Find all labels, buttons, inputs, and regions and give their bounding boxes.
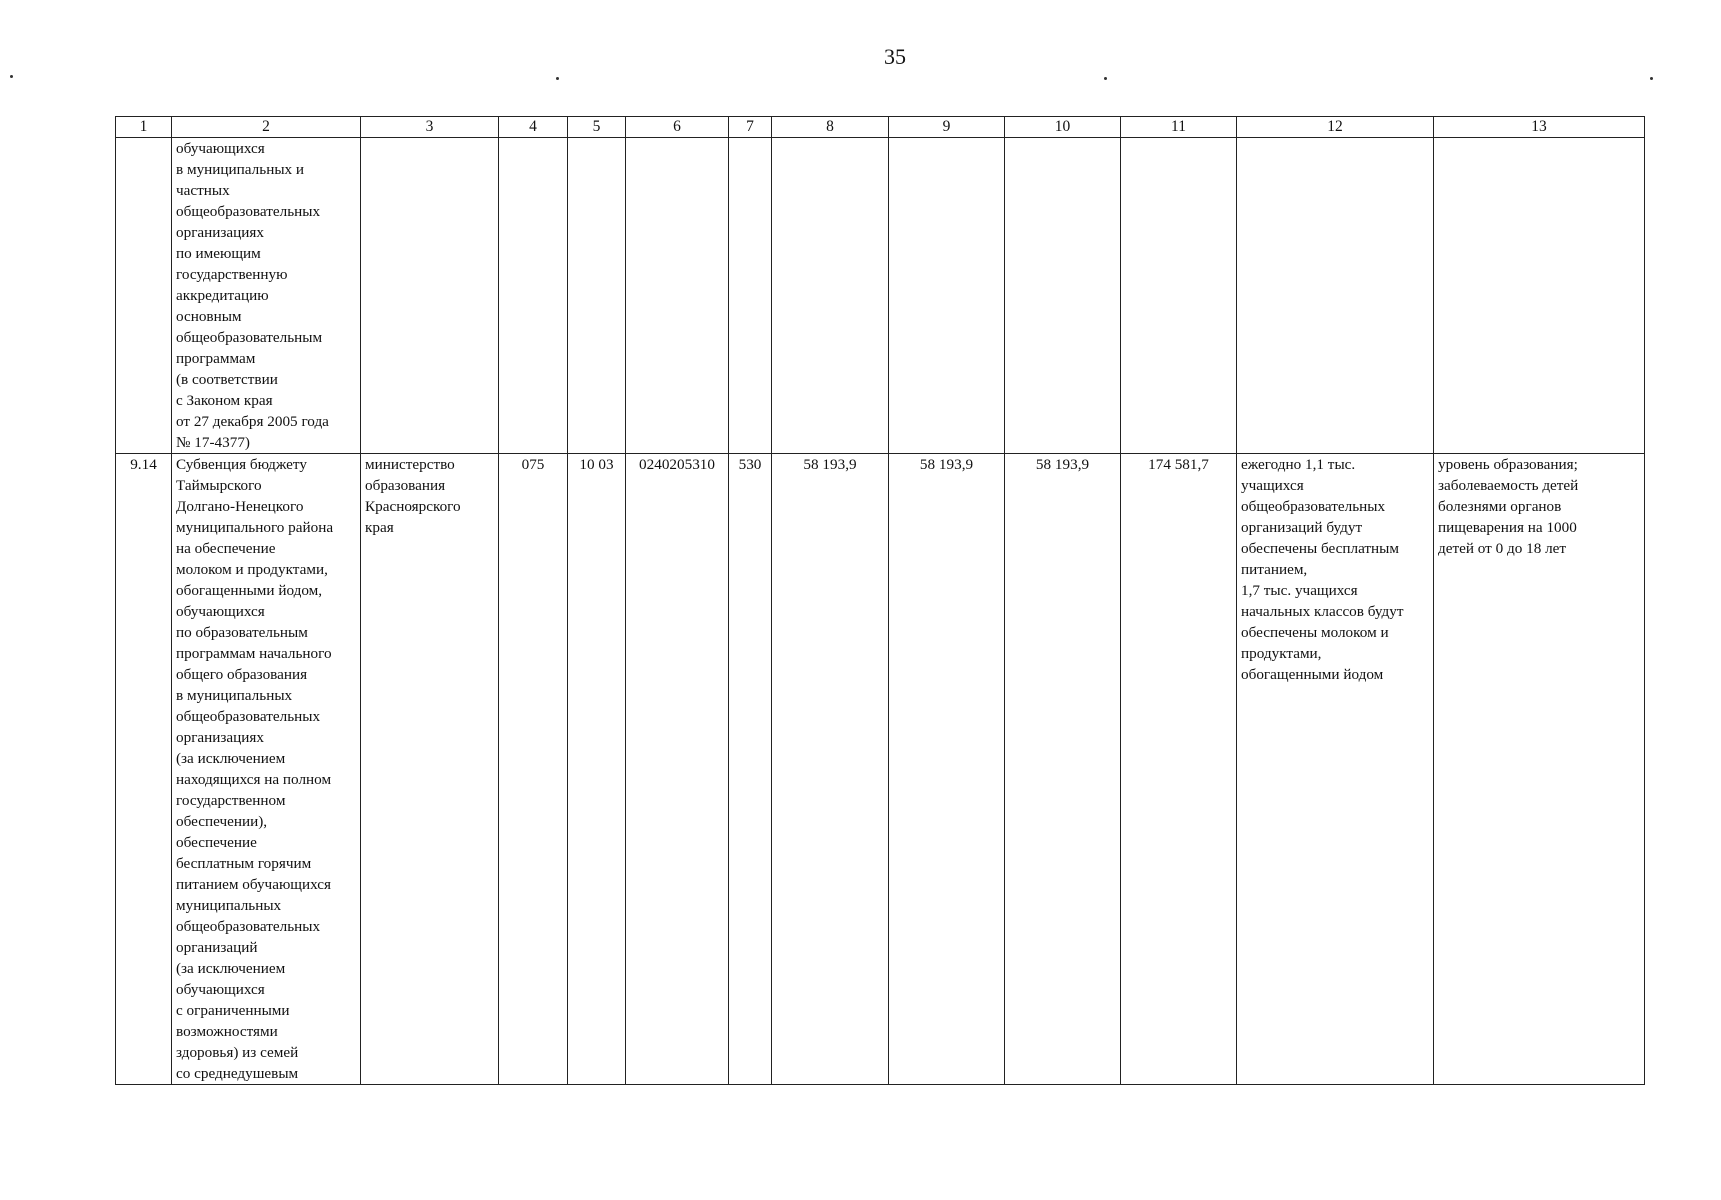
header-cell: 9 <box>889 117 1005 138</box>
text-line: с Законом края <box>176 392 273 409</box>
text-line: обеспечение <box>176 834 257 851</box>
text-line: общеобразовательным <box>176 329 323 346</box>
text-line: в муниципальных <box>176 687 293 704</box>
text-line: со среднедушевым <box>176 1065 299 1082</box>
text-line: возможностями <box>176 1023 278 1040</box>
cell-col5 <box>568 138 626 454</box>
cell-col13 <box>1434 138 1645 454</box>
text-line: общеобразовательных <box>1241 498 1386 515</box>
cell-amount-year1: 58 193,9 <box>772 454 889 1085</box>
cell-row-number: 9.14 <box>116 454 172 1085</box>
text-line: обогащенными йодом <box>1241 666 1384 683</box>
text-line: общеобразовательных <box>176 203 321 220</box>
cell-expected-result <box>1237 454 1434 1085</box>
text-line: общего образования <box>176 666 308 683</box>
text-line: обеспечены молоком и <box>1241 624 1389 641</box>
text-line: детей от 0 до 18 лет <box>1438 540 1567 557</box>
cell-amount-year3: 58 193,9 <box>1005 454 1121 1085</box>
text-line: организаций будут <box>1241 519 1363 536</box>
text-line: программам начального <box>176 645 332 662</box>
text-line: от 27 декабря 2005 года <box>176 413 329 430</box>
text-line: (за исключением <box>176 750 286 767</box>
text-line: государственную <box>176 266 288 283</box>
text-line: министерство <box>365 456 455 473</box>
text-line: уровень образования; <box>1438 456 1578 473</box>
text-line: края <box>365 519 394 536</box>
text-line: обеспечены бесплатным <box>1241 540 1400 557</box>
cell-col6 <box>626 138 729 454</box>
page-number: 35 <box>884 44 906 69</box>
scan-speck <box>556 77 559 80</box>
cell-num <box>116 138 172 454</box>
text-line: бесплатным горячим <box>176 855 312 872</box>
text-line: продуктами, <box>1241 645 1322 662</box>
header-cell: 11 <box>1121 117 1237 138</box>
text-line: начальных классов будут <box>1241 603 1404 620</box>
text-line: учащихся <box>1241 477 1304 494</box>
cell-description <box>172 454 361 1085</box>
cell-target-code: 0240205310 <box>626 454 729 1085</box>
text-line: муниципального района <box>176 519 334 536</box>
text-line: государственном <box>176 792 286 809</box>
cell-description-continued <box>172 138 361 454</box>
header-cell: 12 <box>1237 117 1434 138</box>
text-line: обогащенными йодом, <box>176 582 323 599</box>
text-line: общеобразовательных <box>176 708 321 725</box>
text-line: здоровья) из семей <box>176 1044 299 1061</box>
header-cell: 4 <box>499 117 568 138</box>
row-9-14 <box>116 454 1645 1085</box>
text-line: Субвенция бюджету <box>176 456 307 473</box>
header-cell: 6 <box>626 117 729 138</box>
cell-amount-year2: 58 193,9 <box>889 454 1005 1085</box>
text-line: Красноярского <box>365 498 461 515</box>
text-line: частных <box>176 182 230 199</box>
cell-administrator <box>361 454 499 1085</box>
text-line: питанием обучающихся <box>176 876 331 893</box>
cell-col10 <box>1005 138 1121 454</box>
cell-col9 <box>889 138 1005 454</box>
header-cell: 2 <box>172 117 361 138</box>
text-line: организациях <box>176 729 264 746</box>
cell-col11 <box>1121 138 1237 454</box>
text-line: по образовательным <box>176 624 308 641</box>
cell-amount-total: 174 581,7 <box>1121 454 1237 1085</box>
header-cell: 5 <box>568 117 626 138</box>
text-line: обеспечении), <box>176 813 268 830</box>
budget-table <box>115 116 1645 1085</box>
text-line: с ограниченными <box>176 1002 290 1019</box>
text-line: аккредитацию <box>176 287 269 304</box>
text-line: организаций <box>176 939 258 956</box>
text-line: № 17-4377) <box>176 434 250 451</box>
text-line: болезнями органов <box>1438 498 1562 515</box>
text-line: программам <box>176 350 256 367</box>
text-line: (за исключением <box>176 960 286 977</box>
cell-target-indicators <box>1434 454 1645 1085</box>
text-line: обучающихся <box>176 603 265 620</box>
text-line: в муниципальных и <box>176 161 305 178</box>
text-line: питанием, <box>1241 561 1308 578</box>
text-line: образования <box>365 477 446 494</box>
text-line: обучающихся <box>176 140 265 157</box>
cell-col3 <box>361 138 499 454</box>
cell-col8 <box>772 138 889 454</box>
continued-row <box>116 138 1645 454</box>
text-line: обучающихся <box>176 981 265 998</box>
cell-grbs-code: 075 <box>499 454 568 1085</box>
text-line: находящихся на полном <box>176 771 332 788</box>
text-line: молоком и продуктами, <box>176 561 328 578</box>
scan-speck <box>10 75 13 78</box>
scan-speck <box>1650 77 1653 80</box>
cell-expense-type: 530 <box>729 454 772 1085</box>
text-line: 1,7 тыс. учащихся <box>1241 582 1358 599</box>
cell-col4 <box>499 138 568 454</box>
text-line: Таймырского <box>176 477 262 494</box>
scan-speck <box>1104 77 1107 80</box>
header-cell: 1 <box>116 117 172 138</box>
text-line: общеобразовательных <box>176 918 321 935</box>
cell-section-code: 10 03 <box>568 454 626 1085</box>
header-cell: 10 <box>1005 117 1121 138</box>
header-cell: 13 <box>1434 117 1645 138</box>
cell-col7 <box>729 138 772 454</box>
text-line: ежегодно 1,1 тыс. <box>1241 456 1356 473</box>
text-line: (в соответствии <box>176 371 278 388</box>
text-line: организациях <box>176 224 264 241</box>
text-line: пищеварения на 1000 <box>1438 519 1577 536</box>
text-line: на обеспечение <box>176 540 276 557</box>
header-row <box>116 117 1645 138</box>
text-line: основным <box>176 308 242 325</box>
header-cell: 8 <box>772 117 889 138</box>
text-line: по имеющим <box>176 245 261 262</box>
text-line: Долгано-Ненецкого <box>176 498 304 515</box>
cell-col12 <box>1237 138 1434 454</box>
header-cell: 3 <box>361 117 499 138</box>
text-line: муниципальных <box>176 897 282 914</box>
header-cell: 7 <box>729 117 772 138</box>
text-line: заболеваемость детей <box>1438 477 1579 494</box>
